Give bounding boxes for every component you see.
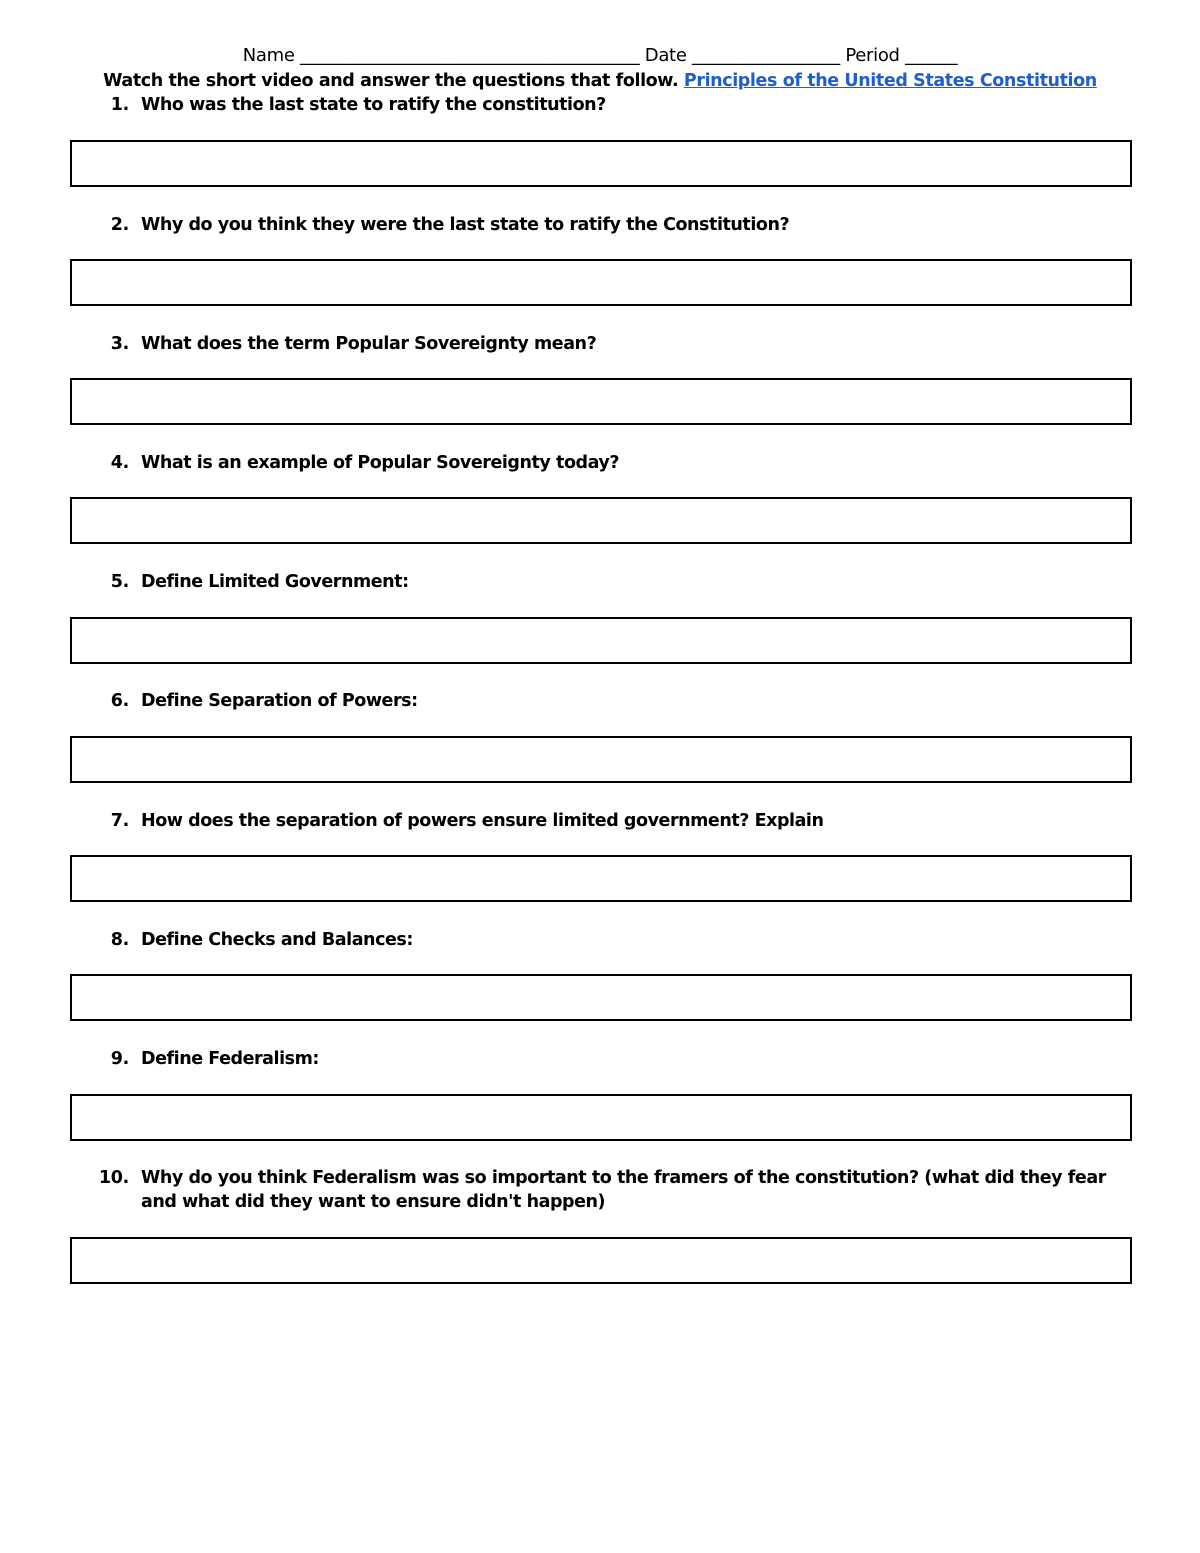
answer-box-5[interactable] (70, 617, 1132, 664)
student-info-line (0, 44, 1200, 68)
question-number: 5. (110, 572, 129, 592)
question-number: 2. (110, 215, 129, 235)
question-text: What is an example of Popular Sovereignty today? (141, 453, 620, 473)
question-number: 1. (110, 95, 129, 115)
question-number: 6. (110, 691, 129, 711)
question-text: Why do you think Federalism was so important to the framers of the constitution? (what did they fear and what did they want to ensure didn't happen) (141, 1168, 1106, 1212)
question-number: 10. (98, 1168, 129, 1188)
answer-box-2[interactable] (70, 259, 1132, 306)
question-number: 9. (110, 1049, 129, 1069)
instructions-text: Watch the short video and answer the questions that follow. (103, 71, 679, 91)
answer-box-6[interactable] (70, 736, 1132, 783)
answer-box-1[interactable] (70, 140, 1132, 187)
question-text: Define Separation of Powers: (141, 691, 418, 711)
answer-box-10[interactable] (70, 1237, 1132, 1284)
date-label: Date (644, 45, 687, 66)
name-blank[interactable]: _______________________________________ (300, 45, 640, 66)
answer-box-8[interactable] (70, 974, 1132, 1021)
instructions (0, 69, 1200, 93)
question-text: Who was the last state to ratify the constitution? (141, 95, 606, 115)
date-blank[interactable]: _________________ (692, 45, 840, 66)
question-text: Define Checks and Balances: (141, 930, 413, 950)
period-label: Period (845, 45, 900, 66)
answer-box-9[interactable] (70, 1094, 1132, 1141)
question-number: 4. (110, 453, 129, 473)
video-link[interactable]: Principles of the United States Constitution (683, 71, 1097, 91)
answer-box-4[interactable] (70, 497, 1132, 544)
question-text: Why do you think they were the last state to ratify the Constitution? (141, 215, 790, 235)
question-number: 7. (110, 811, 129, 831)
question-text: Define Limited Government: (141, 572, 409, 592)
question-number: 8. (110, 930, 129, 950)
question-text: Define Federalism: (141, 1049, 319, 1069)
name-label: Name (242, 45, 295, 66)
period-blank[interactable]: ______ (905, 45, 958, 66)
question-text: How does the separation of powers ensure limited government? Explain (141, 811, 824, 831)
question-text: What does the term Popular Sovereignty mean? (141, 334, 597, 354)
answer-box-3[interactable] (70, 378, 1132, 425)
answer-box-7[interactable] (70, 855, 1132, 902)
question-number: 3. (110, 334, 129, 354)
